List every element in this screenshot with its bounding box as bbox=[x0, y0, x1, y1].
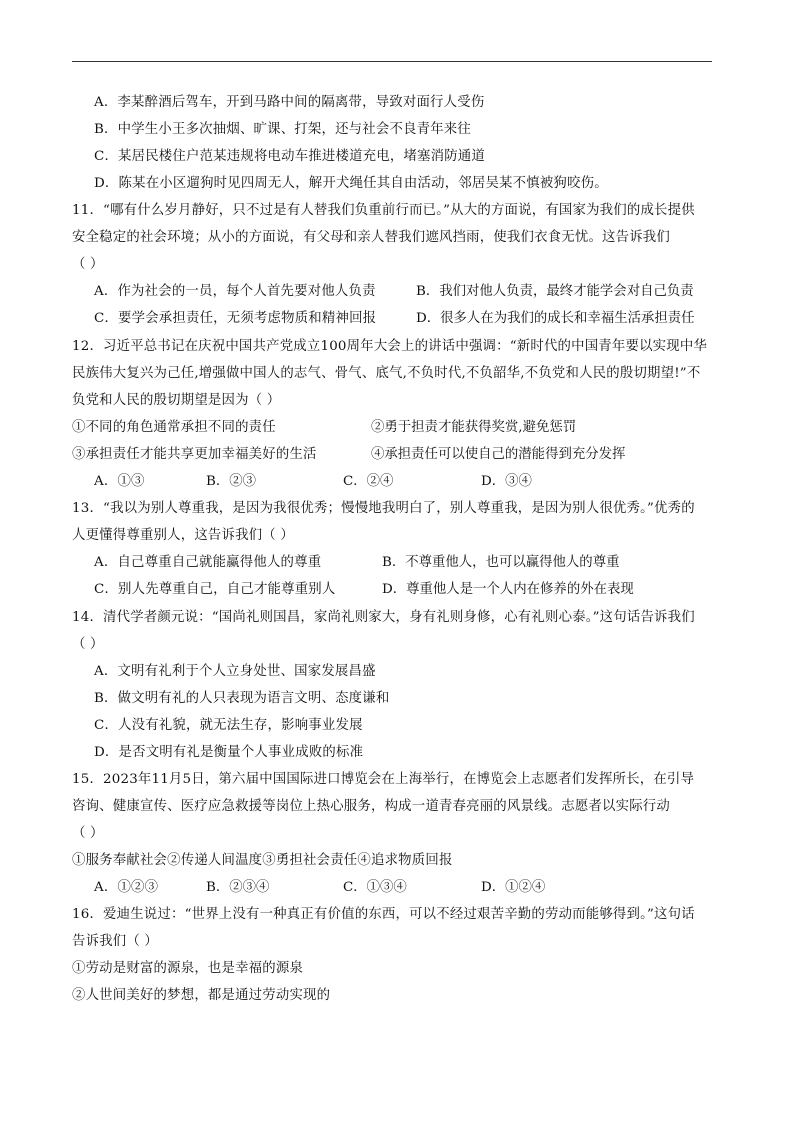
q11-option-c[interactable]: C．要学会承担责任，无须考虑物质和精神回报 bbox=[94, 311, 377, 326]
q10-option-a[interactable]: A．李某醉酒后驾车，开到马路中间的隔离带，导致对面行人受伤 bbox=[94, 95, 485, 110]
q13-option-a[interactable]: A．自己尊重自己就能赢得他人的尊重 bbox=[94, 555, 322, 570]
q15-option-d[interactable]: D．①②④ bbox=[481, 880, 546, 895]
header-rule bbox=[72, 61, 712, 62]
q12-statement-3: ③承担责任才能共享更加幸福美好的生活 bbox=[72, 447, 317, 462]
q15-option-b[interactable]: B．②③④ bbox=[206, 880, 270, 895]
q13-option-b[interactable]: B．不尊重他人，也可以赢得他人的尊重 bbox=[382, 555, 620, 570]
q10-option-c[interactable]: C．某居民楼住户范某违规将电动车推进楼道充电，堵塞消防通道 bbox=[94, 149, 485, 164]
q11-option-d[interactable]: D．很多人在为我们的成长和幸福生活承担责任 bbox=[416, 311, 695, 326]
q10-option-b[interactable]: B．中学生小王多次抽烟、旷课、打架，还与社会不良青年来往 bbox=[94, 122, 471, 137]
q14-option-a[interactable]: A．文明有礼利于个人立身处世、国家发展昌盛 bbox=[94, 664, 376, 679]
q15-stem-line-2: 咨询、健康宣传、医疗应急救援等岗位上热心服务，构成一道青春亮丽的风景线。志愿者以实际行动 bbox=[72, 799, 670, 814]
q14-option-d[interactable]: D．是否文明有礼是衡量个人事业成败的标准 bbox=[94, 745, 364, 760]
q10-option-d[interactable]: D．陈某在小区遛狗时见四周无人，解开犬绳任其自由活动，邻居吴某不慎被狗咬伤。 bbox=[94, 176, 608, 191]
q12-statement-1: ①不同的角色通常承担不同的责任 bbox=[72, 420, 276, 435]
q11-option-a[interactable]: A．作为社会的一员，每个人首先要对他人负责 bbox=[94, 284, 376, 299]
q15-statements: ①服务奉献社会②传递人间温度③勇担社会责任④追求物质回报 bbox=[72, 853, 453, 868]
q12-stem-line-3: 负党和人民的殷切期望是因为（ ） bbox=[72, 393, 281, 408]
q13-stem-line-2: 人更懂得尊重别人，这告诉我们（ ） bbox=[72, 528, 294, 543]
q15-option-c[interactable]: C．①③④ bbox=[343, 880, 407, 895]
q11-option-b[interactable]: B．我们对他人负责，最终才能学会对自己负责 bbox=[416, 284, 694, 299]
q14-option-b[interactable]: B．做文明有礼的人只表现为语言文明、态度谦和 bbox=[94, 691, 390, 706]
q12-option-b[interactable]: B．②③ bbox=[206, 474, 257, 489]
q11-stem-line-2: 安全稳定的社会环境；从小的方面说，有父母和亲人替我们遮风挡雨，使我们衣食无忧。这告诉我们 bbox=[72, 230, 670, 245]
q16-stem-line-1: 16．爱迪生说过：“世界上没有一种真正有价值的东西，可以不经过艰苦辛勤的劳动而能够得到。”这句话 bbox=[72, 907, 695, 922]
q16-stem-line-2: 告诉我们（ ） bbox=[72, 934, 158, 949]
q12-option-a[interactable]: A．①③ bbox=[94, 474, 145, 489]
q11-answer-blank: （ ） bbox=[72, 257, 104, 272]
q12-statement-4: ④承担责任可以使自己的潜能得到充分发挥 bbox=[371, 447, 626, 462]
q11-stem-line-1: 11．“哪有什么岁月静好，只不过是有人替我们负重前行而已。”从大的方面说，有国家为我们的成长提供 bbox=[72, 203, 695, 218]
q12-option-d[interactable]: D．③④ bbox=[481, 474, 532, 489]
q13-option-d[interactable]: D．尊重他人是一个人内在修养的外在表现 bbox=[382, 582, 634, 597]
q13-option-c[interactable]: C．别人先尊重自己，自己才能尊重别人 bbox=[94, 582, 336, 597]
q14-answer-blank: （ ） bbox=[72, 637, 104, 652]
q16-statement-1: ①劳动是财富的源泉，也是幸福的源泉 bbox=[72, 961, 304, 976]
q15-option-a[interactable]: A．①②③ bbox=[94, 880, 159, 895]
q15-stem-line-1: 15．2023年11月5日，第六届中国国际进口博览会在上海举行，在博览会上志愿者们发挥所长，在引导 bbox=[72, 772, 695, 787]
q14-option-c[interactable]: C．人没有礼貌，就无法生存，影响事业发展 bbox=[94, 718, 363, 733]
q12-stem-line-1: 12．习近平总书记在庆祝中国共产党成立100周年大会上的讲话中强调：“新时代的中国青年要以实现中华 bbox=[72, 339, 708, 354]
q15-answer-blank: （ ） bbox=[72, 826, 104, 841]
q14-stem-line-1: 14．清代学者颜元说：“国尚礼则国昌，家尚礼则家大，身有礼则身修，心有礼则心泰。”这句话告诉我们 bbox=[72, 610, 695, 625]
q12-statement-2: ②勇于担责才能获得奖赏,避免惩罚 bbox=[371, 420, 577, 435]
q13-stem-line-1: 13．“我以为别人尊重我，是因为我很优秀；慢慢地我明白了，别人尊重我，是因为别人很优秀。”优秀的 bbox=[72, 501, 695, 516]
q12-option-c[interactable]: C．②④ bbox=[343, 474, 394, 489]
q16-statement-2: ②人世间美好的梦想，都是通过劳动实现的 bbox=[72, 988, 331, 1003]
q12-stem-line-2: 民族伟大复兴为己任,增强做中国人的志气、骨气、底气,不负时代,不负韶华,不负党和人民的殷切期望!”不 bbox=[72, 366, 701, 381]
